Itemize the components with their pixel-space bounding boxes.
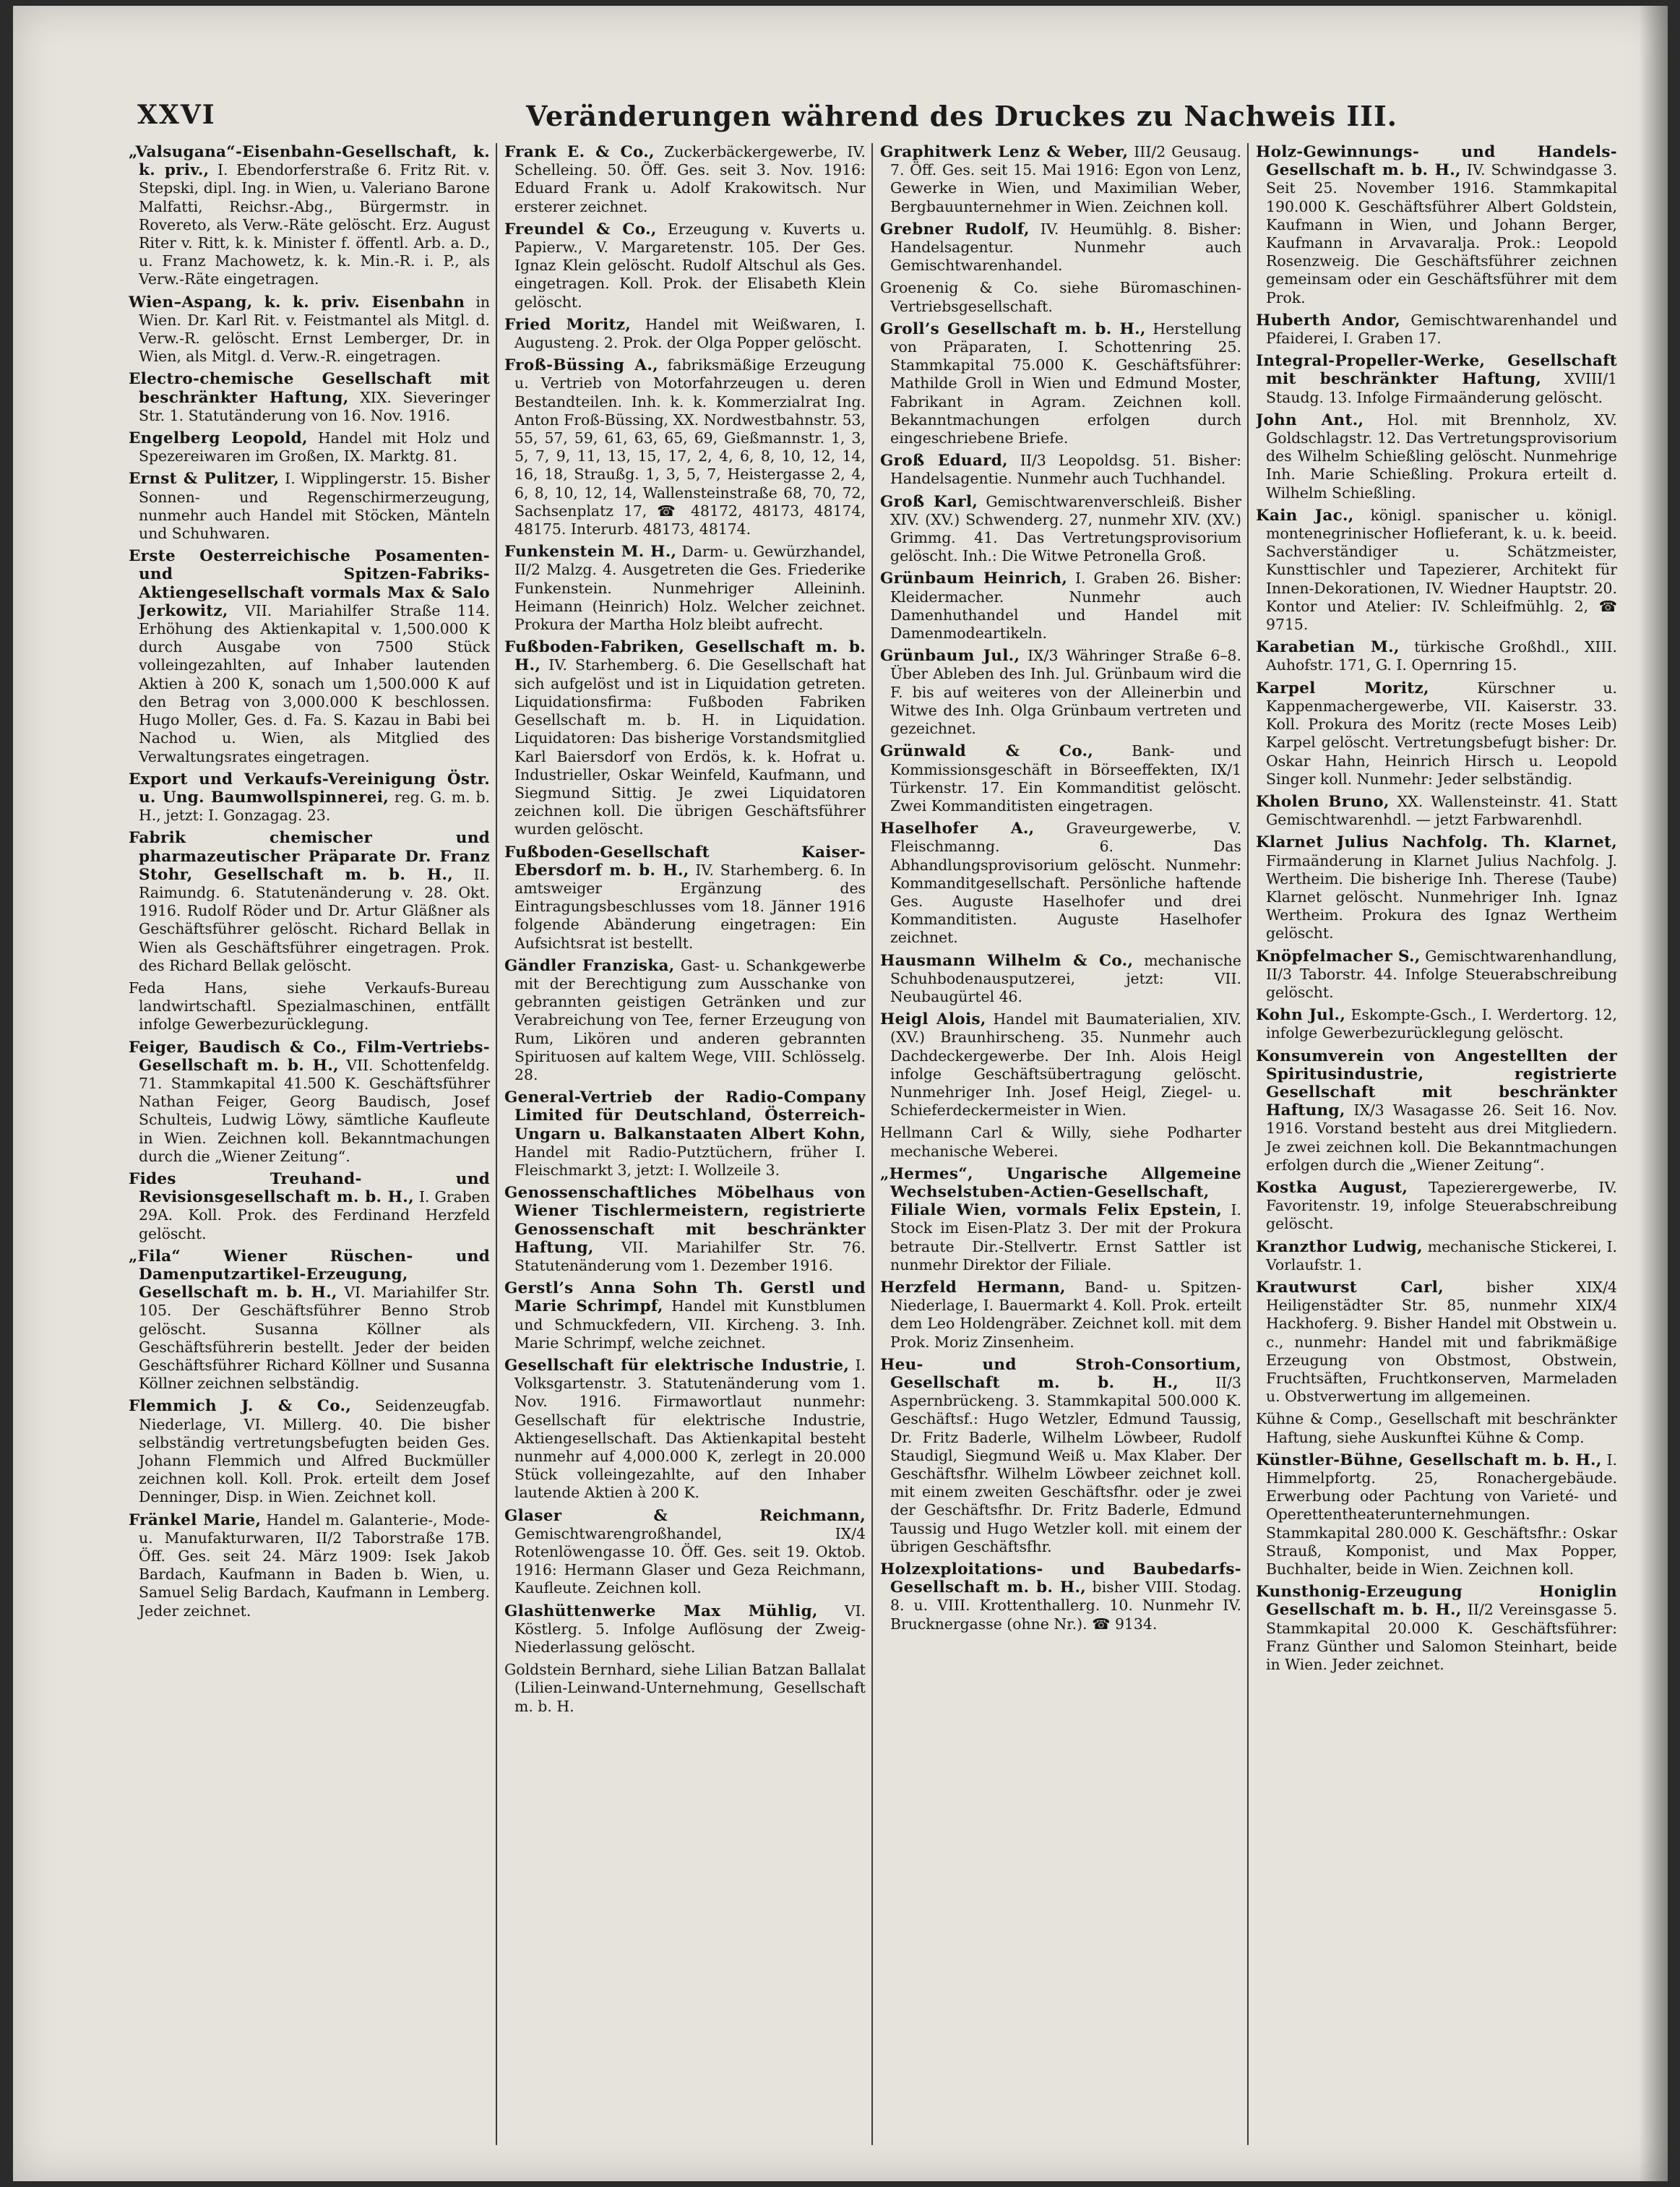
directory-entry: [1256, 1238, 1617, 1274]
entry-text: Tapezierergewerbe, IV. Favoritenstr. 19, infolge Steuerabschreibung gelöscht.: [1266, 1178, 1617, 1233]
directory-entry: [504, 1507, 866, 1598]
directory-entry: [880, 320, 1241, 447]
column-rule: [1247, 143, 1249, 2145]
directory-entry: [504, 1279, 866, 1352]
directory-entry: [880, 1124, 1241, 1160]
directory-entry: [880, 742, 1241, 815]
entry-text: Band- u. Spitzen-Niederlage, I. Bauermarkt 4. Koll. Prok. erteilt dem Leo Holdengräber. Zeichnet koll. mit dem Prok. Moriz Zinsenheim.: [890, 1278, 1241, 1351]
directory-entry: [504, 316, 866, 352]
entry-text: IV. Starhemberg. 6. Die Gesellschaft hat sich aufgelöst und ist in Liquidation getreten. Liquidationsfirma: Fußboden Fabriken Gesellschaft m. b. H. in Liquidation. Liquidatoren: Das bisherige Vorstandsmitglied Karl Baiersdorf von Erdös, k. k. Hofrat u. Industrieller, Oskar Weinfeld, Kaufmann, und Siegmund Sittig. Je zwei Liquidatoren zeichnen koll. Die übrigen Geschäftsführer wurden gelöscht.: [514, 656, 866, 838]
entry-company-name: Freundel & Co.,: [504, 220, 657, 239]
directory-entry: [880, 1165, 1241, 1274]
directory-entry: [880, 143, 1241, 216]
directory-entry: [504, 1088, 866, 1180]
directory-entry: [880, 1279, 1241, 1352]
entry-company-name: Graphitwerk Lenz & Weber,: [880, 143, 1129, 161]
entry-company-name: John Ant.,: [1256, 411, 1364, 429]
entry-text: Darm- u. Gewürzhandel, II/2 Malzg. 4. Ausgetreten die Ges. Friederike Funkenstein. Nunmehriger Alleininh. Heimann (Heinrich) Holz. Welcher zeichnet. Prokura der Martha Holz bleibt aufrecht.: [514, 543, 866, 634]
entry-company-name: Fried Moritz,: [504, 315, 632, 334]
directory-entry: [504, 220, 866, 311]
entry-company-name: Fußboden-Fabriken, Gesellschaft m. b. H.,: [504, 638, 866, 675]
entry-text: königl. spanischer u. königl. montenegrinischer Hoflieferant, k. u. k. beeid. Sachverständiger u. Schätzmeister, Kunsttischler und Tapezierer, Architekt für Innen-Dekorationen, IV. Wiedner Hauptstr. 20. Kontor und Atelier: IV. Schleifmühlg. 2, ☎ 9715.: [1266, 506, 1617, 634]
entry-text: mechanische Stickerei, I. Vorlaufstr. 1.: [1266, 1237, 1617, 1273]
entry-text: Eskompte-Gsch., I. Werdertorg. 12, infolge Gewerbezurücklegung gelöscht.: [1266, 1006, 1617, 1042]
directory-entry: [880, 570, 1241, 643]
entry-text: Hellmann Carl & Willy, siehe Podharter mechanische Weberei.: [880, 1124, 1241, 1160]
columns-area: [129, 143, 1617, 2160]
directory-entry: [129, 770, 490, 825]
entry-text: bisher XIX/4 Heiligenstädter Str. 85, nunmehr XIX/4 Hackhoferg. 9. Bisher Handel mit Obstwein u. c., nunmehr: Handel mit und fabrikmäßige Erzeugung von Obstmost, Obstwein, Fruchtsäften, Fruchtkonserven, Marmeladen u. Obstverwertung im allgemeinen.: [1266, 1278, 1617, 1406]
entry-text: türkische Großhdl., XIII. Auhofstr. 171, G. I. Opernring 15.: [1266, 638, 1617, 674]
entry-text: mechanische Schuhbodenausputzerei, jetzt: VII. Neubaugürtel 46.: [890, 951, 1241, 1005]
entry-company-name: Gändler Franziska,: [504, 956, 675, 975]
entry-text: XIX. Sieveringer Str. 1. Statutänderung von 16. Nov. 1916.: [139, 388, 490, 424]
entry-company-name: Wien–Aspang, k. k. priv. Eisenbahn: [129, 293, 465, 311]
entry-company-name: Grebner Rudolf,: [880, 220, 1030, 239]
entry-company-name: Knöpfelmacher S.,: [1256, 947, 1421, 966]
column-rule: [871, 143, 873, 2145]
directory-entry: [504, 356, 866, 538]
entry-text: XVIII/1 Staudg. 13. Infolge Firmaänderung gelöscht.: [1266, 370, 1617, 406]
page-edge-shadow: [1639, 6, 1668, 2181]
directory-entry: [129, 293, 490, 366]
entry-text: Gemischtwarenhandel und Pfaiderei, I. Graben 17.: [1266, 311, 1617, 348]
entry-text: Graveurgewerbe, V. Fleischmanng. 6. Das Abhandlungsprovisorium gelöscht. Nunmehr: Kommanditgesellschaft. Persönliche haftende Ges. Auguste Haselhofer und drei Kommanditisten. Auguste Haselhofer zeichnet.: [890, 820, 1241, 947]
entry-company-name: Ernst & Pulitzer,: [129, 470, 280, 489]
entry-company-name: Fides Treuhand- und Revisionsgesellschaft m. b. H.,: [129, 1169, 490, 1207]
directory-entry: [880, 1356, 1241, 1556]
entry-text: Groenenig & Co. siehe Büromaschinen-Vertriebsgesellschaft.: [880, 279, 1241, 315]
directory-entry: [880, 1560, 1241, 1633]
entry-text: Kürschner u. Kappenmachergewerbe, VII. Kaiserstr. 33. Koll. Prokura des Moritz (recte Moses Leib) Karpel gelöscht. Vertretungsbefugt bisher: Dr. Oskar Hahn, Heinrich Hirsch u. Leopold Singer koll. Nunmehr: Jeder selbständig.: [1266, 679, 1617, 788]
directory-entry: [504, 638, 866, 838]
entry-text: I. Volksgartenstr. 3. Statutenänderung vom 1. Nov. 1916. Firmawortlaut nunmehr: Gesellschaft für elektrische Industrie, Aktiengesellschaft. Das Aktienkapital besteht nunmehr auf 4,000.000 K, zerlegt in 20.000 Stück volleingezahlte, auf den Inhaber lautende Aktien à 200 K.: [514, 1357, 866, 1502]
entry-company-name: Erste Oesterreichische Posamenten- und Spitzen-Fabriks-Aktiengesellschaft vormals Max & Salo Jerkowitz,: [129, 547, 490, 620]
directory-entry: [1256, 1451, 1617, 1578]
entry-company-name: Integral-Propeller-Werke, Gesellschaft mit beschränkter Haftung,: [1256, 352, 1617, 389]
entry-company-name: Engelberg Leopold,: [129, 429, 308, 448]
entry-text: I. Graben 26. Bisher: Kleidermacher. Nunmehr auch Damenhuthandel und Handel mit Damenmodeartikeln.: [890, 570, 1241, 643]
entry-company-name: Froß-Büssing A.,: [504, 356, 658, 375]
entry-company-name: Heigl Alois,: [880, 1010, 986, 1029]
column-3: [880, 143, 1241, 2160]
entry-company-name: „Valsugana“-Eisenbahn-Gesellschaft, k. k. priv.,: [129, 143, 490, 180]
directory-entry: [129, 1511, 490, 1620]
entry-company-name: Kholen Bruno,: [1256, 792, 1390, 811]
directory-entry: [1256, 1006, 1617, 1042]
entry-company-name: Gesellschaft für elektrische Industrie,: [504, 1357, 850, 1375]
page-header: [121, 100, 1610, 143]
entry-company-name: Electro-chemische Gesellschaft mit beschränkter Haftung,: [129, 370, 490, 407]
entry-company-name: Export und Verkaufs-Vereinigung Östr. u. Ung. Baumwollspinnerei,: [129, 770, 490, 807]
entry-text: Zuckerbäckergewerbe, IV. Schelleing. 50. Öff. Ges. seit 3. Nov. 1916: Eduard Frank u. Adolf Krakowitsch. Nur ersterer zeichnet.: [514, 143, 866, 215]
entry-company-name: Künstler-Bühne, Gesellschaft m. b. H.,: [1256, 1451, 1602, 1469]
entry-company-name: Grünwald & Co.,: [880, 742, 1094, 761]
directory-entry: [129, 1170, 490, 1243]
entry-text: Herstellung von Präparaten, I. Schottenring 25. Stammkapital 75.000 K. Geschäftsführer: Mathilde Groll in Wien und Edmund Moster, Fabrikant in Agram. Zeichnen koll. Bekanntmachungen erfolgen durch eingeschriebene Briefe.: [890, 319, 1241, 447]
entry-company-name: Fußboden-Gesellschaft Kaiser-Ebersdorf m. b. H.,: [504, 843, 866, 880]
directory-entry: [1256, 638, 1617, 674]
entry-text: IX/3 Wasagasse 26. Seit 16. Nov. 1916. Vorstand besteht aus drei Mitgliedern. Je zwei zeichnen koll. Die Bekanntmachungen erfolgen durch die „Wiener Zeitung“.: [1266, 1101, 1617, 1174]
entry-company-name: Konsumverein von Angestellten der Spiritusindustrie, registrierte Gesellschaft mit beschränkter Haftung,: [1256, 1047, 1617, 1120]
entry-text: Firmaänderung in Klarnet Julius Nachfolg. J. Wertheim. Die bisherige Inh. Therese (Taube) Klarnet gelöscht. Nunmehriger Inh. Ignaz Wertheim. Prokura des Ignaz Wertheim gelöscht.: [1266, 851, 1617, 942]
entry-text: in Wien. Dr. Karl Rit. v. Feistmantel als Mitgl. d. Verw.-R. gelöscht. Ernst Lemberger, Dr. in Wien, als Mitgl. d. Verw.-R. eingetragen.: [139, 293, 490, 366]
directory-entry: [1256, 507, 1617, 634]
entry-company-name: Holz-Gewinnungs- und Handels-Gesellschaft m. b. H.,: [1256, 143, 1617, 180]
entry-text: Kühne & Comp., Gesellschaft mit beschränkter Haftung, siehe Auskunftei Kühne & Comp.: [1256, 1410, 1617, 1446]
directory-entry: [504, 1602, 866, 1657]
entry-text: VII. Mariahilfer Str. 76. Statutenänderung vom 1. Dezember 1916.: [514, 1238, 866, 1274]
entry-text: II/3 Aspernbrückeng. 3. Stammkapital 500.000 K. Geschäftsf.: Hugo Wetzler, Edmund Taussig, Dr. Fritz Baderle, Wilhelm Löwbeer, Rudolf Staudigl, Siegmund Weiß u. Max Klaber. Der Geschäftsfhr. Wilhelm Löwbeer zeichnet koll. mit einem zweiten Geschäftsfhr. oder je zwei der Geschäftsfhr. Dr. Fritz Baderle, Edmund Taussig und Hugo Wetzler koll. mit einem der übrigen Geschäftsfhr.: [890, 1374, 1241, 1555]
scanned-page: [13, 6, 1668, 2181]
directory-entry: [129, 143, 490, 289]
column-2: [504, 143, 866, 2160]
entry-company-name: Glaser & Reichmann,: [504, 1506, 866, 1525]
entry-company-name: Groß Eduard,: [880, 452, 1008, 471]
entry-text: Bank- und Kommissionsgeschäft in Börseeffekten, IX/1 Türkenstr. 17. Ein Kommanditist gelöscht. Zwei Kommanditisten eingetragen.: [890, 742, 1241, 815]
entry-company-name: Holzexploitations- und Baubedarfs-Gesellschaft m. b. H.,: [880, 1560, 1241, 1597]
entry-company-name: Hausmann Wilhelm & Co.,: [880, 951, 1134, 970]
entry-company-name: Klarnet Julius Nachfolg. Th. Klarnet,: [1256, 833, 1617, 852]
entry-text: I. Himmelpfortg. 25, Ronachergebäude. Erwerbung oder Pachtung von Varieté- und Operettentheaterunternehmungen. Stammkapital 280.000 K. Geschäftsfhr.: Oskar Strauß, Komponist, und Max Popper, Buchhalter, beide in Wien. Zeichnen koll.: [1266, 1451, 1617, 1578]
directory-entry: [880, 279, 1241, 315]
entry-text: Feda Hans, siehe Verkaufs-Bureau landwirtschaftl. Spezialmaschinen, entfällt infolge Gewerbezurücklegung.: [129, 979, 490, 1034]
directory-entry: [880, 820, 1241, 947]
running-title: Veränderungen während des Druckes zu Nachweis III.: [526, 100, 1397, 132]
entry-text: I. Stock im Eisen-Platz 3. Der mit der Prokura betraute Dir.-Stellvertr. Ernst Sattler ist nunmehr Direktor der Filiale.: [890, 1201, 1241, 1273]
entry-text: Handel mit Baumaterialien, XIV. (XV.) Braunhirscheng. 35. Nunmehr auch Dachdeckergewerbe. Der Inh. Alois Heigl infolge Geschäftsübertragung gelöscht. Nunmehriger Inh. Josef Heigl, Ziegel- u. Schieferdeckermeister in Wien.: [890, 1010, 1241, 1120]
directory-entry: [1256, 311, 1617, 348]
entry-text: VII. Mariahilfer Straße 114. Erhöhung des Aktienkapital v. 1,500.000 K durch Ausgabe von 7500 Stück volleingezahlten, auf Inhaber lautenden Aktien à 200 K, sonach um 1,500.000 K auf den Betrag von 3,000.000 K beschlossen. Hugo Moller, Ges. d. Fa. S. Kazau in Babi bei Nachod u. Wien, als Mitglied des Verwaltungsrates eingetragen.: [139, 601, 490, 765]
directory-entry: [1256, 1583, 1617, 1674]
entry-company-name: Kostka August,: [1256, 1178, 1408, 1197]
directory-entry: [129, 1039, 490, 1166]
directory-entry: [129, 1397, 490, 1506]
directory-entry: [129, 829, 490, 975]
entry-text: Gemischtwarenverschleiß. Bisher XIV. (XV.) Schwenderg. 27, nunmehr XIV. (XV.) Grimmg. 41. Das Vertretungsprovisorium gelöscht. Inh.: Die Witwe Petronella Groß.: [890, 492, 1241, 565]
entry-company-name: Flemmich J. & Co.,: [129, 1397, 352, 1416]
directory-entry: [1256, 352, 1617, 407]
entry-text: Handel mit Weißwaren, I. Augusteng. 2. Prok. der Olga Popper gelöscht.: [514, 315, 866, 352]
entry-company-name: „Fila“ Wiener Rüschen- und Damenputzartikel-Erzeugung, Gesellschaft m. b. H.,: [129, 1247, 490, 1302]
entry-company-name: Funkenstein M. H.,: [504, 543, 677, 562]
directory-entry: [1256, 793, 1617, 829]
directory-entry: [880, 493, 1241, 566]
column-1: [129, 143, 490, 2160]
entry-company-name: Groß Karl,: [880, 492, 978, 511]
entry-text: VI. Köstlerg. 5. Infolge Auflösung der Zweig-Niederlassung gelöscht.: [514, 1602, 866, 1657]
entry-company-name: Krautwurst Carl,: [1256, 1278, 1444, 1297]
directory-entry: [504, 1661, 866, 1716]
entry-company-name: Kain Jac.,: [1256, 506, 1354, 525]
entry-company-name: Heu- und Stroh-Consortium, Gesellschaft m. b. H.,: [880, 1355, 1241, 1392]
directory-entry: [1256, 948, 1617, 1002]
entry-text: reg. G. m. b. H., jetzt: I. Gonzagag. 23.: [139, 788, 490, 825]
entry-company-name: Feiger, Baudisch & Co., Film-Vertriebs-Gesellschaft m. b. H.,: [129, 1038, 490, 1075]
entry-text: II/3 Leopoldsg. 51. Bisher: Handelsagentie. Nunmehr auch Tuchhandel.: [890, 452, 1241, 488]
entry-text: II/2 Vereinsgasse 5. Stammkapital 20.000 K. Geschäftsführer: Franz Günther und Salomon Steinhart, beide in Wien. Jeder zeichnet.: [1266, 1601, 1617, 1674]
directory-entry: [1256, 1410, 1617, 1446]
directory-entry: [504, 543, 866, 634]
entry-text: VII. Schottenfeldg. 71. Stammkapital 41.500 K. Geschäftsführer Nathan Feiger, Georg Baudisch, Josef Schulteis, Ludwig Löwy, sämtliche Kaufleute in Wien. Zeichnen koll. Bekanntmachungen durch die „Wiener Zeitung“.: [139, 1056, 490, 1165]
page-number: XXVI: [137, 100, 216, 130]
entry-company-name: Haselhofer A.,: [880, 820, 1035, 838]
directory-entry: [880, 452, 1241, 488]
directory-entry: [504, 957, 866, 1084]
entry-company-name: Grünbaum Heinrich,: [880, 570, 1068, 588]
directory-entry: [1256, 411, 1617, 502]
entry-text: Gemischtwarenhandlung, II/3 Taborstr. 44. Infolge Steuerabschreibung gelöscht.: [1266, 947, 1617, 1001]
entry-company-name: Fabrik chemischer und pharmazeutischer Präparate Dr. Franz Stohr, Gesellschaft m. b. H.,: [129, 829, 490, 884]
directory-entry: [129, 470, 490, 543]
directory-entry: [129, 370, 490, 425]
directory-entry: [880, 220, 1241, 275]
entry-text: Handel m. Galanterie-, Mode- u. Manufakturwaren, II/2 Taborstraße 17B. Öff. Ges. seit 24. März 1909: Isek Jakob Bardach, Kaufmann in Baden b. Wien, u. Samuel Selig Bardach, Kaufmann in Lemberg. Jeder zeichnet.: [139, 1511, 490, 1620]
entry-text: fabriksmäßige Erzeugung u. Vertrieb von Motorfahrzeugen u. deren Bestandteilen. Inh. k. k. Kommerzialrat Ing. Anton Froß-Büssing, XX. Nordwestbahnstr. 53, 55, 57, 59, 61, 63, 65, 69, Gießmannstr. 1, 3, 5, 7, 9, 11, 13, 15, 17, 2, 4, 6, 8, 10, 12, 14, 16, 18, Straußg. 1, 3, 5, 7, Heistergasse 2, 4, 6, 8, 10, 12, 14, Wallensteinstraße 68, 70, 72, Sachsenplatz 17, ☎ 48172, 48173, 48174, 48175. Interurb. 48173, 48174.: [514, 356, 866, 538]
directory-entry: [504, 143, 866, 216]
entry-text: bisher VIII. Stodag. 8. u. VIII. Krottenthallerg. 10. Nunmehr IV. Brucknergasse (ohne Nr.). ☎ 9134.: [890, 1578, 1241, 1633]
entry-text: IV. Starhemberg. 6. In amtsweiger Ergänzung des Eintragungsbeschlusses vom 18. Jänner 1916 folgende Abänderung eingetragen: Ein Aufsichtsrat ist bestellt.: [514, 861, 866, 952]
directory-entry: [880, 952, 1241, 1007]
directory-entry: [129, 979, 490, 1034]
directory-entry: [1256, 1279, 1617, 1406]
entry-company-name: Karpel Moritz,: [1256, 679, 1429, 697]
directory-entry: [1256, 1179, 1617, 1234]
directory-entry: [1256, 143, 1617, 307]
directory-entry: [129, 547, 490, 765]
entry-text: II. Raimundg. 6. Statutenänderung v. 28. Okt. 1916. Rudolf Röder und Dr. Artur Gläßner als Geschäftsführer gelöscht. Richard Bellak in Wien als Geschäftsführer eingetragen. Prok. des Richard Bellak gelöscht.: [139, 865, 490, 974]
entry-company-name: Kunsthonig-Erzeugung Honiglin Gesellschaft m. b. H.,: [1256, 1583, 1617, 1620]
directory-entry: [504, 843, 866, 953]
directory-entry: [1256, 679, 1617, 789]
entry-text: IV. Heumühlg. 8. Bisher: Handelsagentur. Nunmehr auch Gemischtwarenhandel.: [890, 220, 1241, 275]
entry-text: VI. Mariahilfer Str. 105. Der Geschäftsführer Benno Strob gelöscht. Susanna Köllner als Geschäftsführerin bestellt. Jeder der beiden Geschäftsführer Richard Köllner und Susanna Köllner zeichnen selbständig.: [139, 1284, 490, 1393]
directory-entry: [129, 429, 490, 465]
column-4: [1256, 143, 1617, 2160]
directory-entry: [1256, 1047, 1617, 1174]
column-rule: [496, 143, 497, 2145]
entry-company-name: „Hermes“, Ungarische Allgemeine Wechselstuben-Actien-Gesellschaft, Filiale Wien, vormals Felix Epstein,: [880, 1164, 1241, 1220]
entry-company-name: Huberth Andor,: [1256, 311, 1401, 330]
entry-company-name: Herzfeld Hermann,: [880, 1278, 1066, 1297]
entry-company-name: Karabetian M.,: [1256, 638, 1400, 657]
entry-company-name: Kranzthor Ludwig,: [1256, 1237, 1423, 1256]
entry-text: IX/3 Währinger Straße 6–8. Über Ableben des Inh. Jul. Grünbaum wird die F. bis auf weiteres von der Alleinerbin und Witwe des Inh. Olga Grünbaum vertreten und gezeichnet.: [890, 647, 1241, 738]
entry-company-name: Kohn Jul.,: [1256, 1006, 1346, 1025]
entry-text: Erzeugung v. Kuverts u. Papierw., V. Margaretenstr. 105. Der Ges. Ignaz Klein gelöscht. Rudolf Altschul als Ges. eingetragen. Koll. Prok. der Elisabeth Klein gelöscht.: [514, 220, 866, 311]
directory-entry: [1256, 833, 1617, 942]
entry-text: I. Wipplingerstr. 15. Bisher Sonnen- und Regenschirmerzeugung, nunmehr auch Handel mit Stöcken, Mänteln und Schuhwaren.: [139, 470, 490, 543]
entry-text: III/2 Geusaug. 7. Öff. Ges. seit 15. Mai 1916: Egon von Lenz, Gewerke in Wien, und Maximilian Weber, Bergbauunternehmer in Wien. Zeichnen koll.: [890, 143, 1241, 215]
entry-company-name: Frank E. & Co.,: [504, 143, 655, 161]
entry-text: Seidenzeugfab. Niederlage, VI. Millerg. 40. Die bisher selbständig vertretungsbefugten beiden Ges. Johann Flemmich und Alfred Buckmüller zeichnen koll. Koll. Prok. erteilt dem Josef Denninger, Disp. in Wien. Zeichnet koll.: [139, 1397, 490, 1506]
entry-company-name: Glashüttenwerke Max Mühlig,: [504, 1602, 818, 1620]
directory-entry: [129, 1247, 490, 1393]
entry-text: Goldstein Bernhard, siehe Lilian Batzan Ballalat (Lilien-Leinwand-Unternehmung, Gesellschaft m. b. H.: [504, 1661, 866, 1715]
directory-entry: [880, 1010, 1241, 1120]
entry-text: Hol. mit Brennholz, XV. Goldschlagstr. 12. Das Vertretungsprovisorium des Wilhelm Schießling gelöscht. Nunmehrige Inh. Marie Schießling. Prokura erteilt d. Wilhelm Schießling.: [1266, 411, 1617, 502]
entry-text: I. Ebendorferstraße 6. Fritz Rit. v. Stepski, dipl. Ing. in Wien, u. Valeriano Barone Malfatti, Reichsr.-Abg., Bürgermstr. in Rovereto, als Verw.-Räte gelöscht. Erz. August Riter v. Ritt, k. k. Minister f. öffentl. Arb. a. D., u. Franz Machowetz, k. k. Min.-R. i. P., als Verw.-Räte eingetragen.: [139, 161, 490, 288]
directory-entry: [504, 1357, 866, 1503]
entry-text: I. Graben 29A. Koll. Prok. des Ferdinand Herzfeld gelöscht.: [139, 1188, 490, 1242]
entry-text: XX. Wallensteinstr. 41. Statt Gemischtwarenhdl. — jetzt Farbwarenhdl.: [1266, 792, 1617, 829]
directory-entry: [504, 1184, 866, 1275]
entry-company-name: General-Vertrieb der Radio-Company Limited für Deutschland, Österreich-Ungarn u. Balkanstaaten Albert Kohn,: [504, 1088, 866, 1143]
entry-company-name: Groll’s Gesellschaft m. b. H.,: [880, 319, 1146, 338]
entry-company-name: Grünbaum Jul.,: [880, 647, 1020, 666]
directory-entry: [880, 647, 1241, 738]
entry-company-name: Gerstl’s Anna Sohn Th. Gerstl und Marie Schrimpf,: [504, 1279, 866, 1316]
entry-text: Gast- u. Schankgewerbe mit der Berechtigung zum Ausschanke von gebrannten geistigen Getränken und zur Verabreichung von Tee, ferner Erzeugung von Rum, Likören und anderen gebrannten Spirituosen auf kaltem Wege, VIII. Schlösselg. 28.: [514, 956, 866, 1083]
entry-text: IV. Schwindgasse 3. Seit 25. November 1916. Stammkapital 190.000 K. Geschäftsführer Albert Goldstein, Kaufmann in Wien, und Johann Berger, Kaufmann in Arvavaralja. Prok.: Leopold Rosenzweig. Die Geschäftsführer zeichnen gemeinsam oder ein Geschäftsführer mit dem Prok.: [1266, 161, 1617, 306]
entry-text: Gemischtwarengroßhandel, IX/4 Rotenlöwengasse 10. Öff. Ges. seit 19. Oktob. 1916: Hermann Glaser und Geza Reichmann, Kaufleute. Zeichnen koll.: [514, 1524, 866, 1597]
entry-company-name: Fränkel Marie,: [129, 1511, 262, 1529]
entry-text: Handel mit Holz und Spezereiwaren im Großen, IX. Marktg. 81.: [139, 429, 490, 465]
entry-text: Handel mit Radio-Putztüchern, früher I. Fleischmarkt 3, jetzt: I. Wollzeile 3.: [514, 1143, 866, 1179]
entry-company-name: Genossenschaftliches Möbelhaus von Wiener Tischlermeistern, registrierte Genossenschaft mit beschränkter Haftung,: [504, 1184, 866, 1257]
entry-text: Handel mit Kunstblumen und Schmuckfedern, VII. Kircheng. 3. Inh. Marie Schrimpf, welche zeichnet.: [514, 1297, 866, 1352]
